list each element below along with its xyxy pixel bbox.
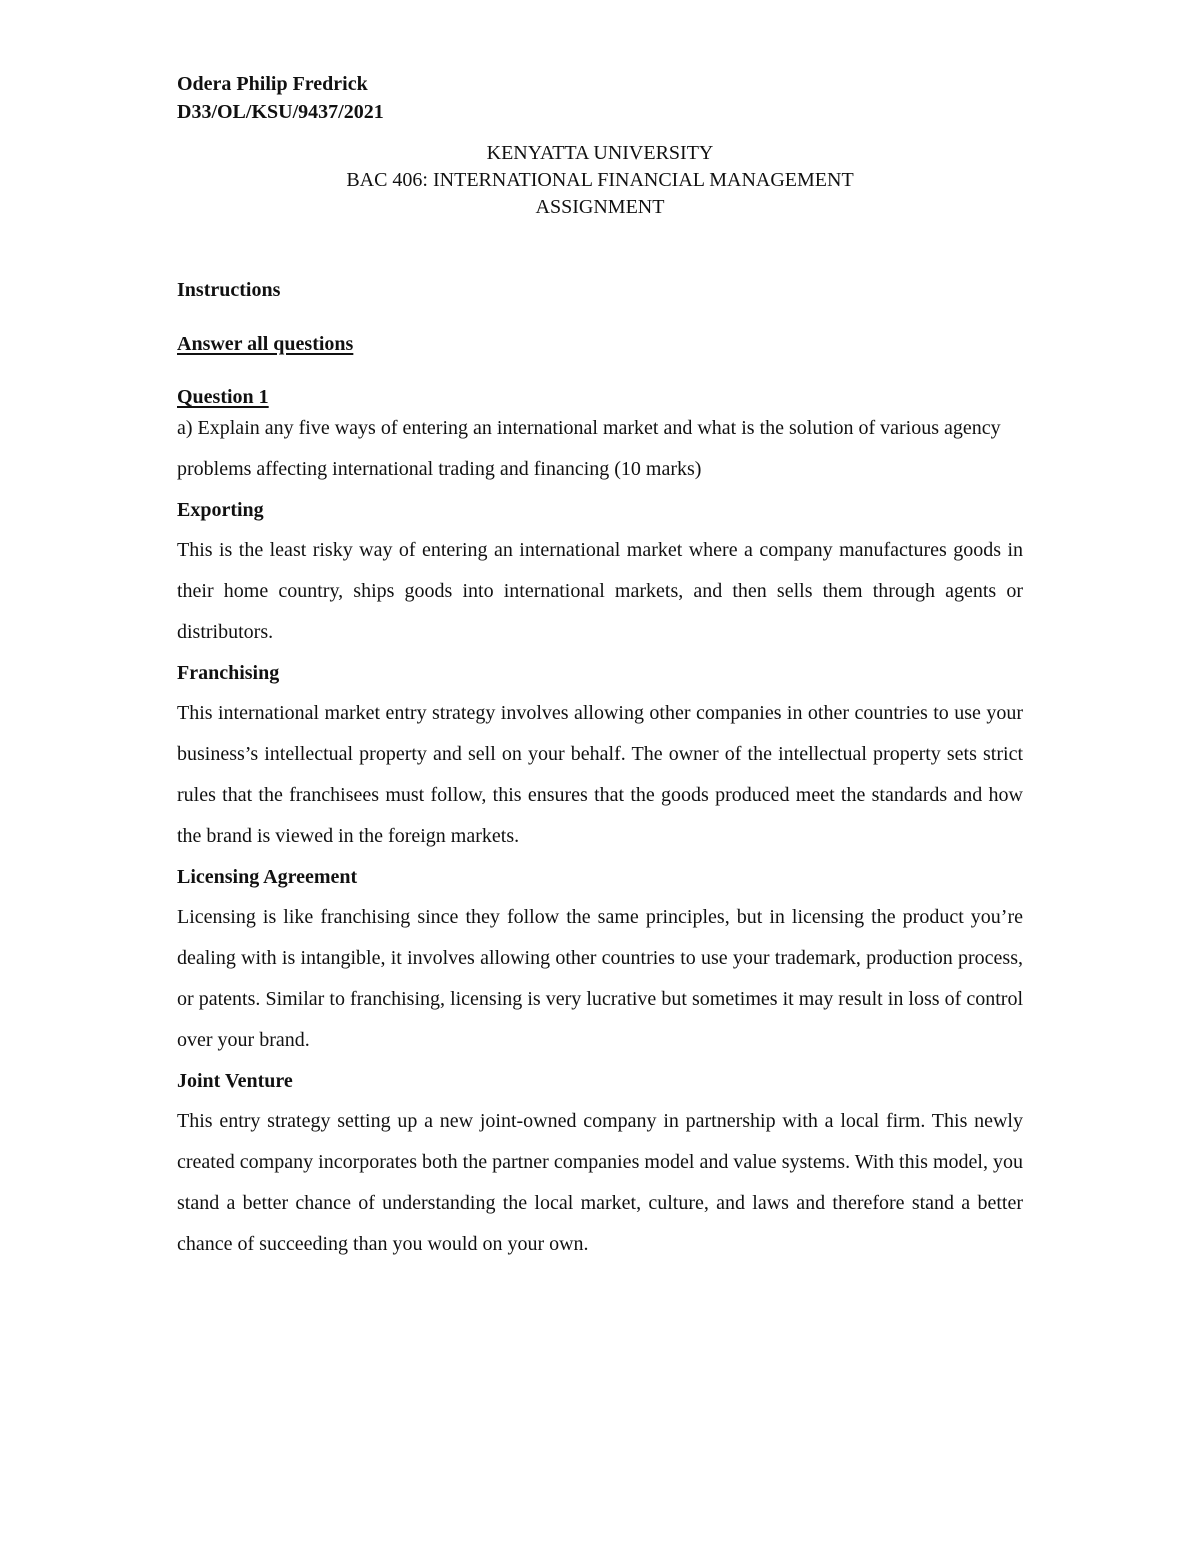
instructions-heading: Instructions — [177, 279, 281, 301]
answer-all-instruction: Answer all questions — [177, 333, 354, 355]
document-page — [177, 70, 1023, 1265]
section-body-joint-venture: This entry strategy setting up a new joint-owned company in partnership with a local firm. This newly created company incorporates both the partner companies model and value systems. With this model, you stand a better chance of understanding the local market, culture, and laws and therefore stand a better chance of succeeding than you would on your own. — [177, 1110, 1023, 1255]
author-name: Odera Philip Fredrick — [177, 73, 368, 95]
document-type: ASSIGNMENT — [535, 196, 665, 218]
question-1-text: a) Explain any five ways of entering an international market and what is the solution of various agency problems affecting international trading and financing (10 marks) — [177, 417, 1001, 480]
section-heading-exporting: Exporting — [177, 499, 264, 521]
section-heading-joint-venture: Joint Venture — [177, 1070, 293, 1092]
registration-number: D33/OL/KSU/9437/2021 — [177, 101, 384, 123]
section-body-licensing: Licensing is like franchising since they follow the same principles, but in licensing the product you’re dealing with is intangible, it involves allowing other countries to use your trademark, production process, or patents. Similar to franchising, licensing is very lucrative but sometimes it may result in loss of control over your brand. — [177, 906, 1023, 1051]
section-body-exporting: This is the least risky way of entering an international market where a company manufactures goods in their home country, ships goods into international markets, and then sells them through agents or distributors. — [177, 539, 1023, 643]
document-header — [177, 140, 1023, 221]
university-name: KENYATTA UNIVERSITY — [486, 142, 714, 164]
course-title: BAC 406: INTERNATIONAL FINANCIAL MANAGEMENT — [346, 169, 854, 191]
section-body-franchising: This international market entry strategy involves allowing other companies in other countries to use your business’s intellectual property and sell on your behalf. The owner of the intellectual property sets strict rules that the franchisees must follow, this ensures that the goods produced meet the standards and how the brand is viewed in the foreign markets. — [177, 702, 1023, 847]
section-heading-licensing: Licensing Agreement — [177, 866, 358, 888]
question-1-title: Question 1 — [177, 386, 269, 408]
section-heading-franchising: Franchising — [177, 662, 280, 684]
